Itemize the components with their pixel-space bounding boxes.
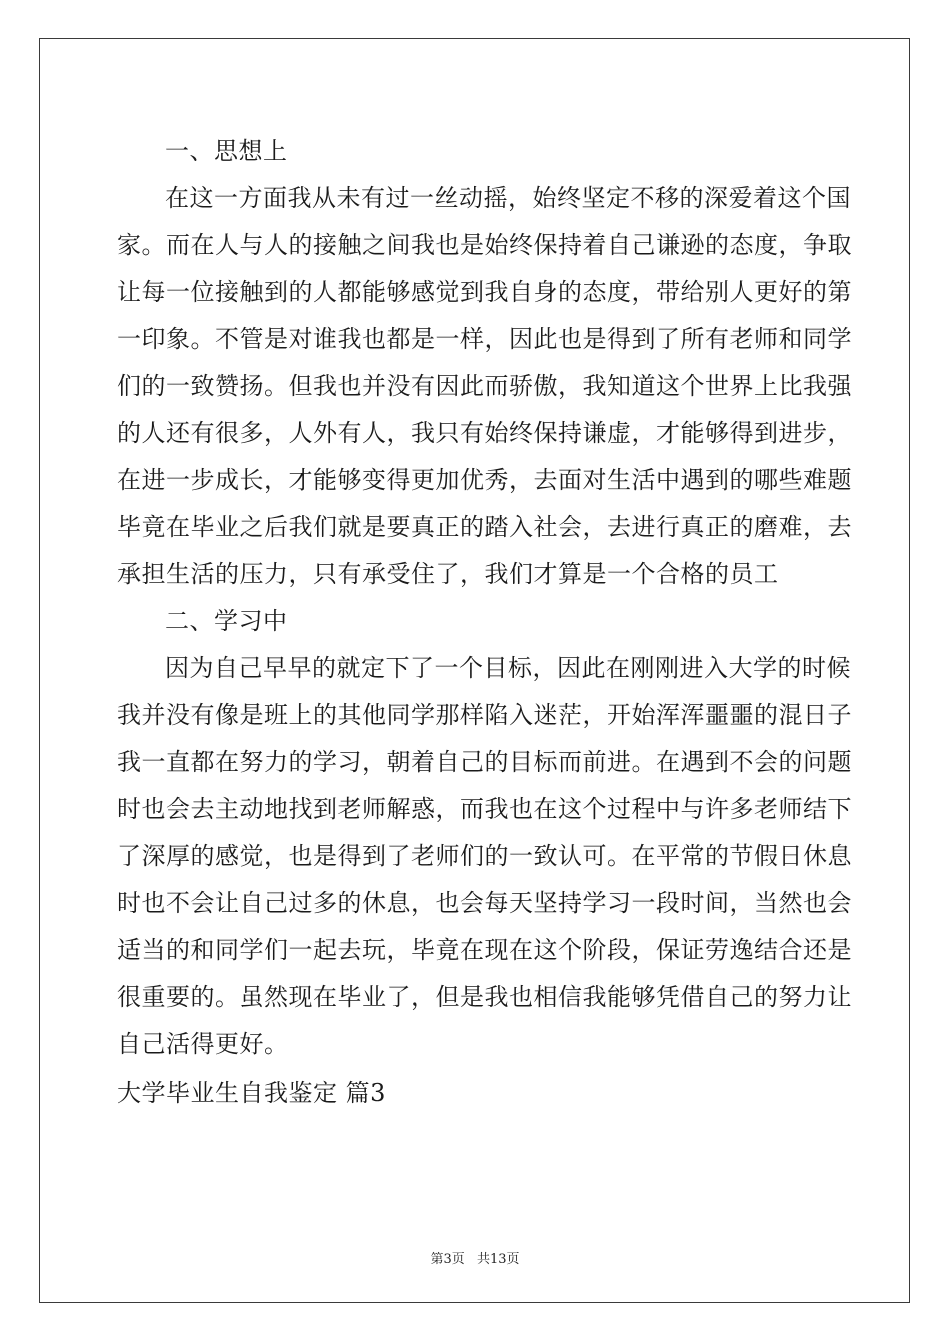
- paragraph-line: 们的一致赞扬。但我也并没有因此而骄傲，我知道这个世界上比我强: [117, 372, 852, 400]
- paragraph-line: 在这一方面我从未有过一丝动摇，始终坚定不移的深爱着这个国: [165, 184, 851, 212]
- page-number: 第3页: [430, 1252, 465, 1267]
- paragraph-line: 适当的和同学们一起去玩，毕竟在现在这个阶段，保证劳逸结合还是: [117, 936, 852, 964]
- paragraph-line: 毕竟在毕业之后我们就是要真正的踏入社会，去进行真正的磨难，去: [117, 513, 852, 541]
- paragraph-line: 的人还有很多，人外有人，我只有始终保持谦虚，才能够得到进步，: [117, 419, 852, 447]
- paragraph-line: 因为自己早早的就定下了一个目标，因此在刚刚进入大学的时候: [165, 654, 851, 682]
- paragraph-line: 时也会去主动地找到老师解惑，而我也在这个过程中与许多老师结下: [117, 795, 852, 823]
- paragraph-line: 在进一步成长，才能够变得更加优秀，去面对生活中遇到的哪些难题: [117, 466, 852, 494]
- paragraph-line: 我并没有像是班上的其他同学那样陷入迷茫，开始浑浑噩噩的混日子: [117, 701, 852, 729]
- section-heading: 二、学习中: [165, 607, 288, 635]
- paragraph-line: 自己活得更好。: [117, 1030, 289, 1058]
- paragraph-line: 承担生活的压力，只有承受住了，我们才算是一个合格的员工: [117, 560, 779, 588]
- paragraph-line: 一印象。不管是对谁我也都是一样，因此也是得到了所有老师和同学: [117, 325, 852, 353]
- page-total: 共13页: [476, 1252, 520, 1267]
- chapter-title: 大学毕业生自我鉴定 篇3: [117, 1079, 386, 1107]
- paragraph-line: 让每一位接触到的人都能够感觉到我自身的态度，带给别人更好的第: [117, 278, 852, 306]
- paragraph-line: 家。而在人与人的接触之间我也是始终保持着自己谦逊的态度，争取: [117, 231, 852, 259]
- paragraph-line: 时也不会让自己过多的休息，也会每天坚持学习一段时间，当然也会: [117, 889, 852, 917]
- paragraph-line: 很重要的。虽然现在毕业了，但是我也相信我能够凭借自己的努力让: [117, 983, 852, 1011]
- page-footer: [0, 1248, 950, 1267]
- paragraph-line: 了深厚的感觉，也是得到了老师们的一致认可。在平常的节假日休息: [117, 842, 852, 870]
- section-heading: 一、思想上: [165, 137, 288, 165]
- paragraph-line: 我一直都在努力的学习，朝着自己的目标而前进。在遇到不会的问题: [117, 748, 852, 776]
- document-body: [117, 128, 852, 1117]
